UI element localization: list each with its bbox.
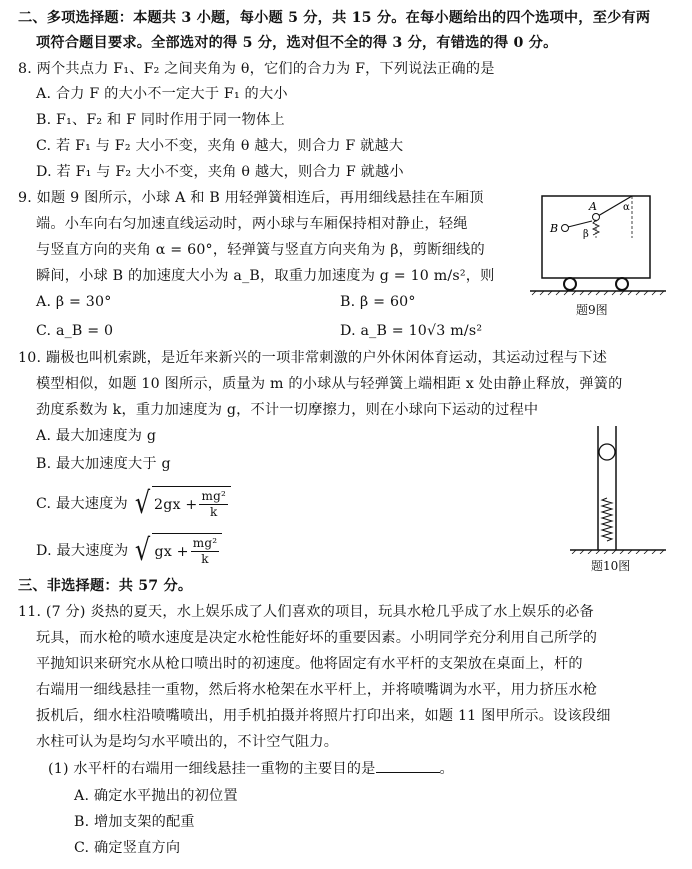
q10-stem-line1: 10. 蹦极也叫机索跳，是近年来新兴的一项非常刺激的户外休闲体育运动，其运动过程与下述 (18, 350, 607, 366)
q8-option-a: A. 合力 F 的大小不一定大于 F₁ 的大小 (36, 86, 288, 102)
q10-d-radicand: gx + (154, 543, 189, 560)
label-b: B (550, 222, 559, 235)
q11-stem-line4: 右端用一细线悬挂一重物，然后将水枪架在水平杆上，并将喷嘴调为水平，用力挤压水枪 (36, 682, 598, 698)
q9-option-d: D. a_B = 10√3 m/s² (340, 323, 483, 339)
q11-stem-line5: 扳机后，细水柱沿喷嘴喷出，用手机拍摄并将照片打印出来，如题 11 图甲所示。设该段细 (36, 708, 611, 724)
q11-stem-line6: 水柱可认为是均匀水平喷出的，不计空气阻力。 (36, 734, 339, 750)
q9-stem-line2: 端。小车向右匀加速直线运动时，两小球与车厢保持相对静止，轻绳 (36, 216, 468, 232)
wheel-left (564, 278, 576, 290)
figure-10-caption: 题10图 (591, 559, 631, 573)
q11-option-b: B. 增加支架的配重 (74, 814, 195, 830)
q10-option-c-prefix: C. 最大速度为 (36, 496, 128, 512)
sqrt-expression-c: √ 2gx + $\frac{\text{mg²}}{k}$ (133, 486, 231, 523)
ball-a (593, 214, 600, 221)
ball (599, 444, 615, 460)
q8-option-d: D. 若 F₁ 与 F₂ 大小不变，夹角 θ 越大，则合力 F 就越小 (36, 164, 404, 180)
frac-num-c: mg² (201, 489, 226, 503)
q10-c-radicand: 2gx + (153, 496, 198, 513)
q8-option-b: B. F₁、F₂ 和 F 同时作用于同一物体上 (36, 112, 285, 128)
spring-link (568, 221, 592, 227)
q10-stem-line3: 劲度系数为 k，重力加速度为 g，不计一切摩擦力，则在小球向下运动的过程中 (36, 402, 539, 418)
spring (602, 498, 612, 541)
q9-stem-line3: 与竖直方向的夹角 α = 60°，轻弹簧与竖直方向夹角为 β，剪断细线的 (36, 242, 485, 258)
section2-header-line1: 二、多项选择题：本题共 3 小题，每小题 5 分，共 15 分。在每小题给出的四个选项中，至少有两 (18, 10, 651, 26)
q9-stem-line4: 瞬间，小球 B 的加速度大小为 a_B，取重力加速度为 g = 10 m/s²，则 (36, 268, 495, 284)
q9-stem-line1: 9. 如题 9 图所示，小球 A 和 B 用轻弹簧相连后，再用细线悬挂在车厢顶 (18, 190, 484, 206)
q10-option-c (36, 484, 231, 524)
q11-sub1-end: 。 (439, 761, 454, 777)
q8-stem: 8. 两个共点力 F₁、F₂ 之间夹角为 θ，它们的合力为 F，下列说法正确的是 (18, 61, 495, 77)
sqrt-expression-d: √ gx + $\frac{\text{mg²}}{k}$ (133, 533, 222, 570)
figure-9-caption: 题9图 (576, 303, 608, 317)
section2-header-line2: 项符合题目要求。全部选对的得 5 分，选对但不全的得 3 分，有错选的得 0 分。 (36, 35, 558, 51)
q9-option-c: C. a_B = 0 (36, 323, 114, 339)
frac-den-c: k (209, 505, 218, 519)
q11-sub1-text: (1) 水平杆的右端用一细线悬挂一重物的主要目的是 (48, 761, 376, 777)
q9-option-b: B. β = 60° (340, 294, 416, 310)
figure-10-tube (568, 422, 668, 554)
q10-option-d-prefix: D. 最大速度为 (36, 543, 129, 559)
q11-stem-line3: 平抛知识来研究水从枪口喷出时的初速度。他将固定有水平杆的支架放在桌面上，杆的 (36, 656, 583, 672)
label-a: A (589, 200, 597, 213)
label-alpha: α (623, 202, 630, 213)
q11-option-c: C. 确定竖直方向 (74, 840, 181, 856)
q11-option-a: A. 确定水平抛出的初位置 (74, 788, 238, 804)
q10-option-b: B. 最大加速度大于 g (36, 456, 171, 472)
wheel-right (616, 278, 628, 290)
q11-stem-line2: 玩具，而水枪的喷水速度是决定水枪性能好坏的重要因素。小明同学充分利用自己所学的 (36, 630, 598, 646)
q10-option-d (36, 531, 222, 571)
frac-den-d: k (201, 552, 209, 566)
q10-option-a: A. 最大加速度为 g (36, 428, 157, 444)
label-beta: β (583, 229, 589, 240)
q10-stem-line2: 模型相似，如题 10 图所示，质量为 m 的小球从与轻弹簧上端相距 x 处由静止释放，弹簧的 (36, 376, 623, 392)
q11-sub1 (48, 760, 454, 778)
answer-blank[interactable] (376, 760, 440, 773)
q11-stem-line1: 11. (7 分) 炎热的夏天，水上娱乐成了人们喜欢的项目，玩具水枪几乎成了水上娱乐的必备 (18, 604, 594, 620)
ball-b (562, 225, 569, 232)
section3-header: 三、非选择题：共 57 分。 (18, 578, 193, 594)
q8-option-c: C. 若 F₁ 与 F₂ 大小不变，夹角 θ 越大，则合力 F 就越大 (36, 138, 404, 154)
frac-num-d: mg² (192, 536, 218, 550)
q9-option-a: A. β = 30° (36, 294, 112, 310)
